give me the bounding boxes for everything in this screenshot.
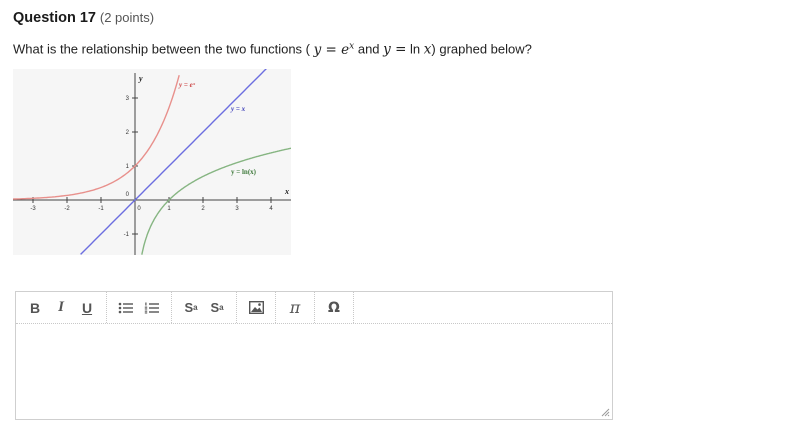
subscript-button[interactable] (206, 296, 228, 320)
resize-handle-icon[interactable] (600, 407, 610, 417)
y-tick-label: 3 (125, 96, 129, 102)
ln-curve-label: y = ln(x) (231, 168, 256, 176)
insert-image-group (237, 292, 276, 323)
image-icon (249, 301, 264, 314)
function-exp-power: x (349, 41, 355, 51)
y-tick-label: 2 (125, 130, 129, 136)
function-ln-label: ln (410, 41, 421, 57)
function-ln-y: y = (383, 41, 407, 58)
function-graph (13, 69, 291, 255)
subscript-label: S (210, 300, 220, 315)
superscript-button[interactable] (180, 296, 202, 320)
question-text-conjunction: and (357, 41, 380, 57)
function-ln-x: x (423, 41, 432, 58)
x-tick-label: -1 (98, 206, 104, 212)
x-tick-label: 4 (269, 206, 273, 212)
function-exp (314, 42, 355, 58)
format-group (16, 292, 107, 323)
script-group (172, 292, 237, 323)
x-tick-label: 1 (167, 206, 171, 212)
underline-button[interactable]: U (81, 299, 93, 316)
y-tick-label: 1 (125, 164, 129, 170)
superscript-mark: a (193, 303, 198, 312)
exp-curve-label: y = eˣ (179, 81, 196, 89)
question-text (13, 41, 532, 58)
bold-button[interactable]: B (29, 299, 41, 316)
superscript-label: S (184, 300, 194, 315)
question-header (13, 9, 154, 26)
insert-math-button[interactable]: π (289, 298, 301, 317)
x-tick-label: -3 (30, 206, 36, 212)
answer-text-area[interactable] (16, 324, 612, 419)
question-text-suffix: ) graphed below? (431, 41, 532, 57)
insert-image-button[interactable] (245, 296, 267, 320)
x-axis-label: x (285, 187, 289, 196)
special-character-button[interactable]: Ω (328, 299, 340, 316)
subscript-mark: a (219, 303, 224, 312)
bullet-list-button[interactable] (115, 296, 137, 320)
insert-math-group (276, 292, 315, 323)
function-graph-svg (13, 69, 291, 255)
numbered-list-button[interactable] (141, 296, 163, 320)
italic-button[interactable]: I (58, 299, 64, 315)
question-title: Question 17 (13, 10, 96, 26)
special-char-group (315, 292, 354, 323)
function-exp-base: y = e (313, 41, 350, 58)
bullet-list-icon (118, 301, 134, 315)
y-axis-label: y (139, 74, 143, 83)
y-tick-label: 0 (125, 192, 129, 198)
x-tick-label: 2 (201, 206, 205, 212)
y-tick-label: -1 (123, 232, 129, 238)
numbered-list-icon (144, 301, 160, 315)
list-group (107, 292, 172, 323)
x-tick-label: 3 (235, 206, 239, 212)
x-tick-label: 0 (137, 206, 141, 212)
ln-curve (142, 147, 291, 254)
question-text-prefix: What is the relationship between the two functions ( (13, 41, 310, 57)
editor-toolbar (16, 292, 612, 324)
identity-line-label: y = x (231, 105, 246, 113)
x-tick-label: -2 (64, 206, 70, 212)
answer-editor (15, 291, 613, 420)
question-points: (2 points) (99, 10, 155, 25)
